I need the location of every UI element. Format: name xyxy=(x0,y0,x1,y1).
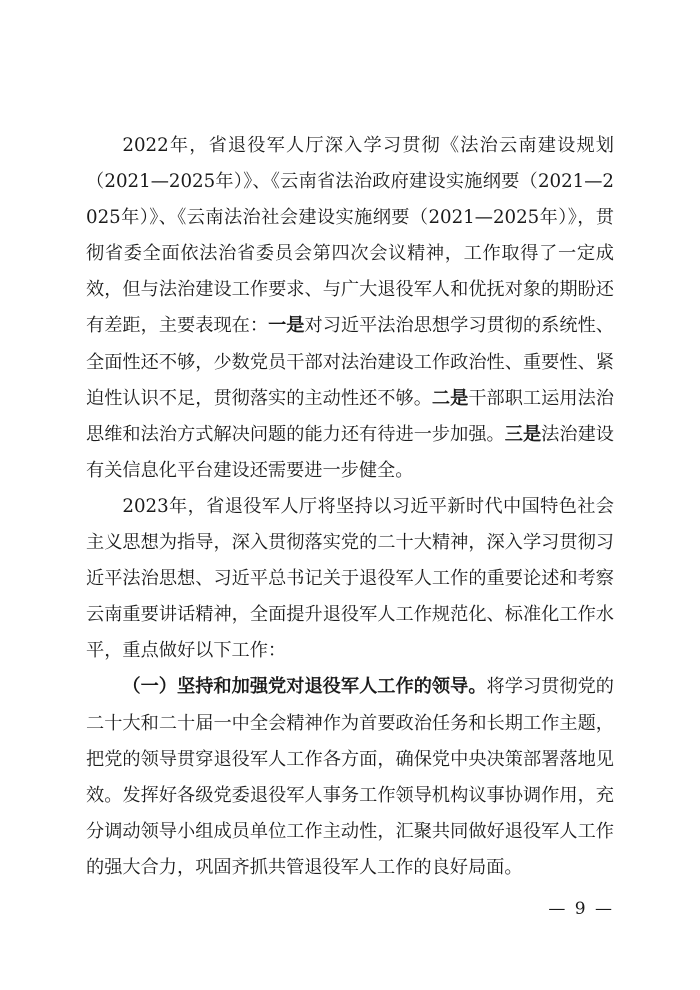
page-number: — 9 — xyxy=(548,899,614,919)
text-run: 将学习贯彻党的二十大和二十届一中全会精神作为首要政治任务和长期工作主题，把党的领导贯穿退役军人工作各方面，确保党中央决策部署落地见效。发挥好各级党委退役军人事务工作领导机构议事协调作用，充分调动领导小组成员单位工作主动性，汇聚共同做好退役军人工作的强大合力，巩固齐抓共管退役军人工作的良好局面。 xyxy=(86,676,614,878)
text-run: 干部职工运用法治思维和法治方式解决问题的能力还有待进一步加强。 xyxy=(86,387,614,445)
text-run: 2022年，省退役军人厅深入学习贯彻《法治云南建设规划（2021—2025年）》、《云南省法治政府建设实施纲要（2021—2025年）》、《云南法治社会建设实施纲要（2021—2025年）》，贯彻省委全面依法治省委员会第四次会议精神，工作取得了一定成效，但与法治建设工作要求、与广大退役军人和优抚对象的期盼还有差距，主要表现在： xyxy=(86,135,614,337)
document-body xyxy=(86,128,614,886)
text-run: 2023年，省退役军人厅将坚持以习近平新时代中国特色社会主义思想为指导，深入贯彻落实党的二十大精神，深入学习贯彻习近平法治思想、习近平总书记关于退役军人工作的重要论述和考察云南重要讲话精神，全面提升退役军人工作规范化、标准化工作水平，重点做好以下工作： xyxy=(86,495,614,662)
section-heading: （一）坚持和加强党对退役军人工作的领导。 xyxy=(122,676,487,698)
text-run: 法治建设有关信息化平台建设还需要进一步健全。 xyxy=(86,423,614,481)
text-run-bold: 一是 xyxy=(268,315,305,337)
text-run: 对习近平法治思想学习贯彻的系统性、全面性还不够，少数党员干部对法治建设工作政治性、重要性、紧迫性认识不足，贯彻落实的主动性还不够。 xyxy=(86,315,614,409)
text-run-bold: 三是 xyxy=(504,423,542,445)
paragraph-party-leadership xyxy=(86,669,614,886)
text-run-bold: 二是 xyxy=(431,387,469,409)
paragraph-2022-summary xyxy=(86,128,614,489)
paragraph-2023-plan xyxy=(86,489,614,669)
